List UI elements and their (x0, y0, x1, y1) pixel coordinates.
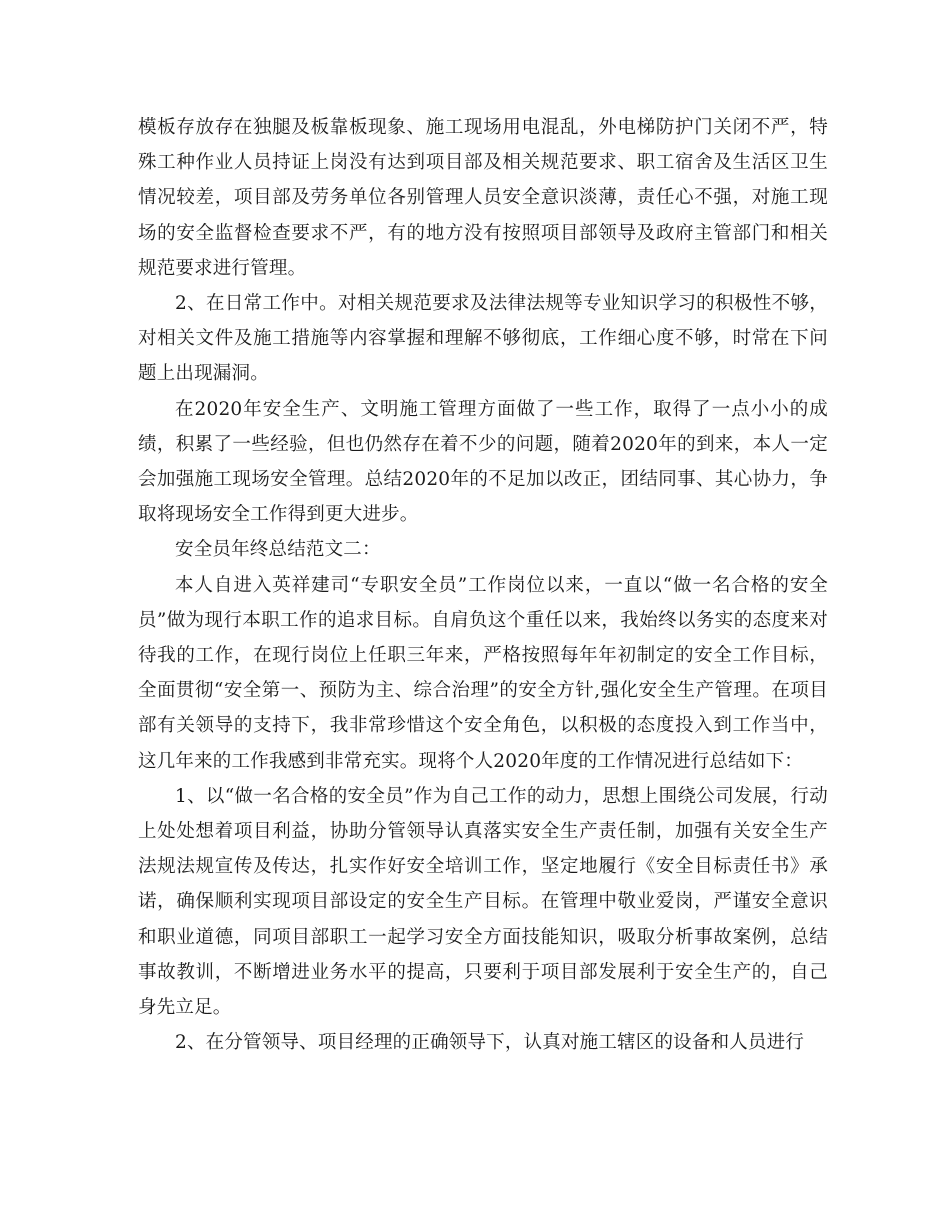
paragraph-7: 2、在分管领导、项目经理的正确领导下，认真对施工辖区的设备和人员进行 (175, 1032, 805, 1054)
paragraph-5: 本人自进入英祥建司“专职安全员”工作岗位以来，一直以“做一名合格的安全员”做为现行本职工作的追求目标。自肩负这个重任以来，我始终以务实的态度来对待我的工作，在现行岗位上任职三年来，严格按照每年年初制定的安全工作目标，全面贯彻“安全第一、预防为主、综合治理”的安全方针,强化安全生产管理。在项目部有关领导的支持下，我非常珍惜这个安全角色，以积极的态度投入到工作当中，这几年来的工作我感到非常充实。现将个人2020年度的工作情况进行总结如下： (138, 574, 828, 772)
document-body (138, 110, 828, 1060)
paragraph-3: 在2020年安全生产、文明施工管理方面做了一些工作，取得了一点小小的成绩，积累了一些经验，但也仍然存在着不少的问题，随着2020年的到来，本人一定会加强施工现场安全管理。总结2020年的不足加以改正，团结同事、其心协力，争取将现场安全工作得到更大进步。 (138, 398, 828, 526)
paragraph-6: 1、以“做一名合格的安全员”作为自己工作的动力，思想上围绕公司发展，行动上处处想着项目利益，协助分管领导认真落实安全生产责任制，加强有关安全生产法规法规宣传及传达，扎实作好安全培训工作，坚定地履行《安全目标责任书》承诺，确保顺利实现项目部设定的安全生产目标。在管理中敬业爱岗，严谨安全意识和职业道德，同项目部职工一起学习安全方面技能知识，吸取分析事故案例，总结事故教训，不断增进业务水平的提高，只要利于项目部发展利于安全生产的，自己身先立足。 (138, 785, 828, 1019)
paragraph-1: 模板存放存在独腿及板靠板现象、施工现场用电混乱，外电梯防护门关闭不严，特殊工种作业人员持证上岗没有达到项目部及相关规范要求、职工宿舍及生活区卫生情况较差，项目部及劳务单位各别管理人员安全意识淡薄，责任心不强，对施工现场的安全监督检查要求不严，有的地方没有按照项目部领导及政府主管部门和相关规范要求进行管理。 (138, 117, 828, 279)
section-heading: 安全员年终总结范文二： (175, 539, 381, 561)
paragraph-2: 2、在日常工作中。对相关规范要求及法律法规等专业知识学习的积极性不够，对相关文件及施工措施等内容掌握和理解不够彻底，工作细心度不够，时常在下问题上出现漏洞。 (138, 293, 828, 385)
